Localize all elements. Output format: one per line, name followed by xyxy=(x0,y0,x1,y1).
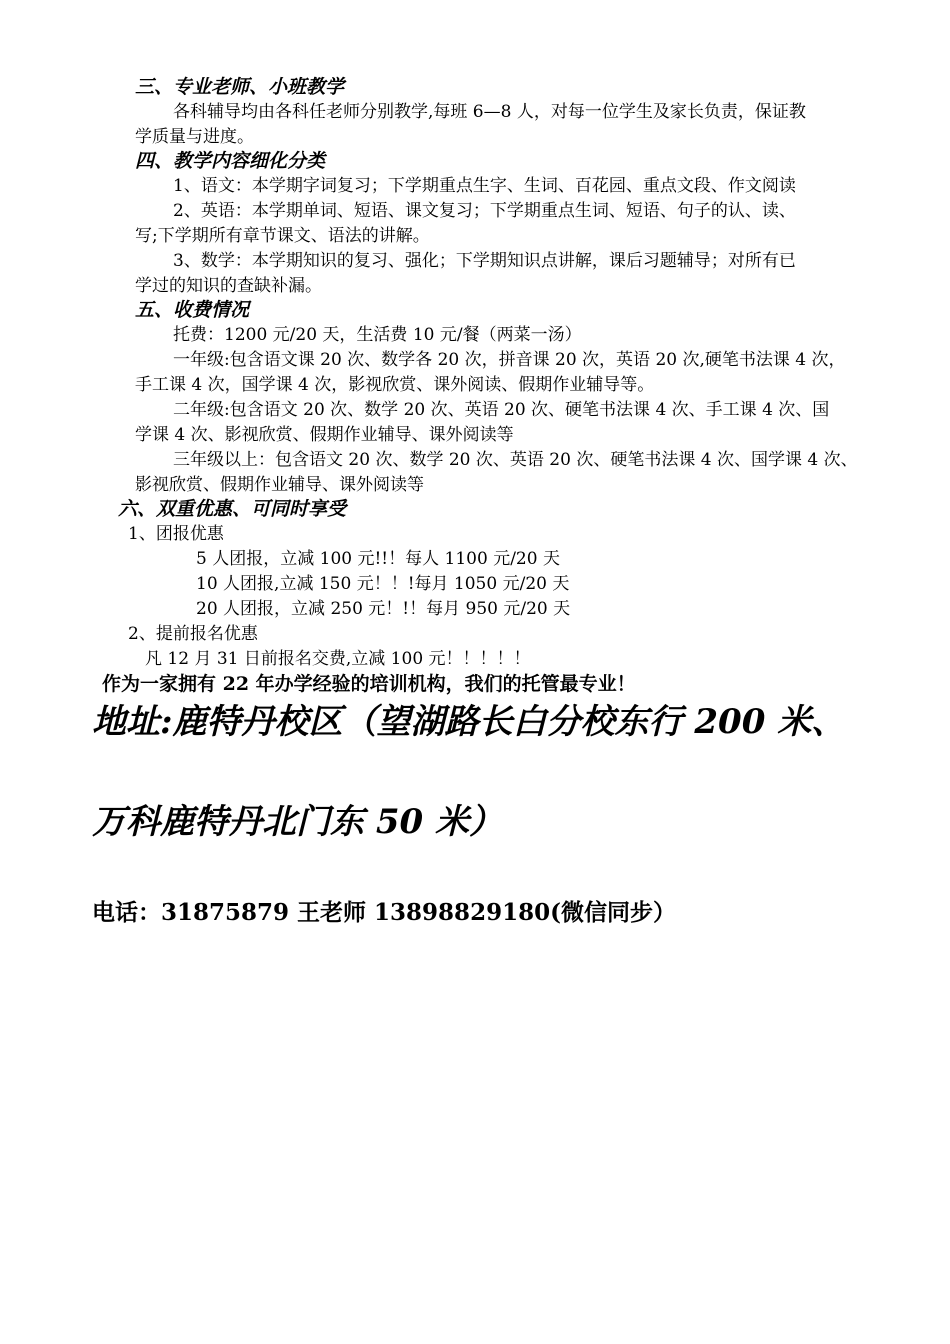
address-line-1: 地址:鹿特丹校区（望湖路长白分校东行 200 米、 xyxy=(92,702,846,742)
slogan: 作为一家拥有 22 年办学经验的培训机构，我们的托管最专业！ xyxy=(102,673,636,695)
section-5-line: 学课 4 次、影视欣赏、假期作业辅导、课外阅读等 xyxy=(135,425,514,445)
section-5-line: 托费：1200 元/20 天，生活费 10 元/餐（两菜一汤） xyxy=(173,325,582,345)
section-4-heading: 四、教学内容细化分类 xyxy=(135,150,326,172)
section-3-line: 学质量与进度。 xyxy=(135,127,254,147)
section-6-line: 10 人团报,立减 150 元！！!每月 1050 元/20 天 xyxy=(196,574,570,594)
section-6-line: 凡 12 月 31 日前报名交费,立减 100 元！！！！！ xyxy=(145,649,531,669)
address-line-2: 万科鹿特丹北门东 50 米） xyxy=(92,802,503,842)
section-6-line: 2、提前报名优惠 xyxy=(128,624,258,644)
section-4-line: 写;下学期所有章节课文、语法的讲解。 xyxy=(135,226,430,246)
section-6-heading: 六、双重优惠、可同时享受 xyxy=(118,498,347,520)
section-5-line: 影视欣赏、假期作业辅导、课外阅读等 xyxy=(135,475,424,495)
section-4-line: 2、英语：本学期单词、短语、课文复习；下学期重点生词、短语、句子的认、读、 xyxy=(173,201,796,221)
section-4-line: 学过的知识的查缺补漏。 xyxy=(135,276,322,296)
section-4-line: 3、数学：本学期知识的复习、强化；下学期知识点讲解，课后习题辅导；对所有已 xyxy=(173,251,796,271)
phone-line: 电话：31875879 王老师 13898829180(微信同步） xyxy=(92,899,676,926)
section-5-line: 一年级:包含语文课 20 次、数学各 20 次，拼音课 20 次，英语 20 次,硬笔书法课 4 次， xyxy=(173,350,846,370)
section-5-line: 二年级:包含语文 20 次、数学 20 次、英语 20 次、硬笔书法课 4 次、手工课 4 次、国 xyxy=(173,400,830,420)
section-6-line: 20 人团报，立减 250 元！!！每月 950 元/20 天 xyxy=(196,599,571,619)
section-5-line: 手工课 4 次，国学课 4 次，影视欣赏、课外阅读、假期作业辅导等。 xyxy=(135,375,655,395)
section-4-line: 1、语文：本学期字词复习；下学期重点生字、生词、百花园、重点文段、作文阅读 xyxy=(173,176,796,196)
section-6-line: 5 人团报，立减 100 元!!！每人 1100 元/20 天 xyxy=(196,549,560,569)
section-3-heading: 三、专业老师、小班教学 xyxy=(135,76,345,98)
section-3-line: 各科辅导均由各科任老师分别教学,每班 6—8 人，对每一位学生及家长负责，保证教 xyxy=(173,102,806,122)
section-5-line: 三年级以上：包含语文 20 次、数学 20 次、英语 20 次、硬笔书法课 4 次、国学课 4 次、 xyxy=(173,450,858,470)
section-5-heading: 五、收费情况 xyxy=(135,299,250,321)
section-6-line: 1、团报优惠 xyxy=(128,524,224,544)
